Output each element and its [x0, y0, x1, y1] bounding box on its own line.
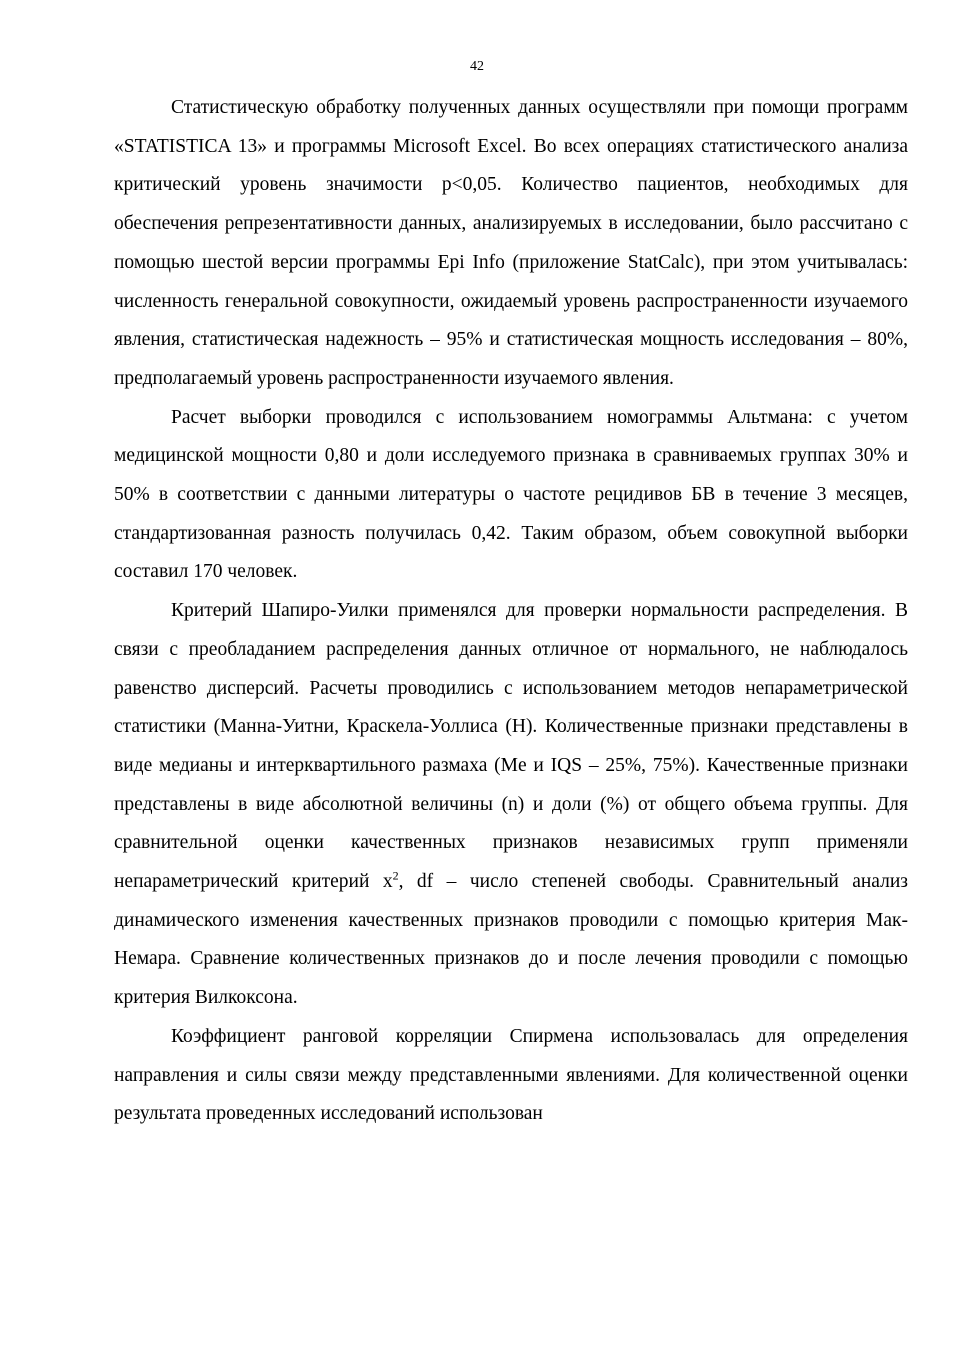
document-body: [114, 89, 908, 1134]
paragraph-text-after-superscript: , df – число степеней свободы. Сравнительный анализ динамического изменения качественных признаков проводили с помощью критерия Мак-Немара. Сравнение количественных признаков до и после лечения проводили с помощью критерия Вилкоксона.: [114, 871, 908, 1009]
superscript-two: 2: [392, 868, 399, 883]
paragraph-statistics-processing: Статистическую обработку полученных данных осуществляли при помощи программ «STATISTICA 13» и программы Microsoft Excel. Во всех операциях статистического анализа критический уровень значимости p<0,05. Количество пациентов, необходимых для обеспечения репрезентативности данных, анализируемых в исследовании, было рассчитано с помощью шестой версии программы Epi Info (приложение StatCalc), при этом учитывалась: численность генеральной совокупности, ожидаемый уровень распространенности изучаемого явления, статистическая надежность – 95% и статистическая мощность исследования – 80%, предполагаемый уровень распространенности изучаемого явления.: [114, 97, 908, 389]
paragraph-sample-calculation: Расчет выборки проводился с использованием номограммы Альтмана: с учетом медицинской мощности 0,80 и доли исследуемого признака в сравниваемых группах 30% и 50% в соответствии с данными литературы о частоте рецидивов БВ в течение 3 месяцев, стандартизованная разность получилась 0,42. Таким образом, объем совокупной выборки составил 170 человек.: [114, 406, 908, 583]
paragraph-text-before-superscript: Критерий Шапиро-Уилки применялся для проверки нормальности распределения. В связи с преобладанием распределения данных отличное от нормального, не наблюдалось равенство дисперсий. Расчеты проводились с использованием методов непараметрической статистики (Манна-Уитни, Краскела-Уоллиса (H). Количественные признаки представлены в виде медианы и интерквартильного размаха (Me и IQS – 25%, 75%). Качественные признаки представлены в виде абсолютной величины (n) и доли (%) от общего объема группы. Для сравнительной оценки качественных признаков независимых групп применяли непараметрический критерий x: [114, 600, 908, 893]
paragraph-spearman-correlation: Коэффициент ранговой корреляции Спирмена использовалась для определения направления и силы связи между представленными явлениями. Для количественной оценки результата проведенных исследований использован: [114, 1025, 908, 1125]
paragraph-normality-criteria: [114, 592, 908, 1018]
page-number: 42: [470, 59, 484, 74]
